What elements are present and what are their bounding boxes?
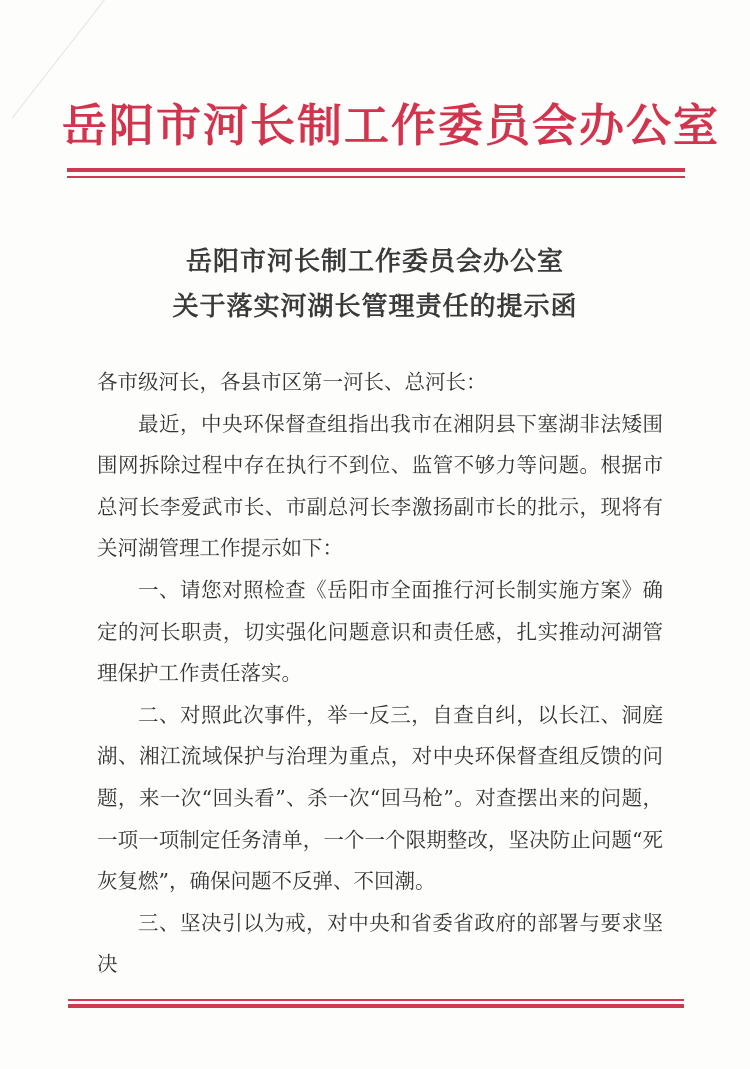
footer-rule-thin — [68, 999, 684, 1001]
document-body — [97, 362, 663, 986]
letterhead-rule-thick — [67, 168, 685, 172]
document-title-line-2: 关于落实河湖长管理责任的提示函 — [172, 292, 578, 322]
body-paragraph-item-2: 二、对照此次事件，举一反三，自查自纠，以长江、洞庭湖、湘江流域保护与治理为重点，对中央环保督查组反馈的问题，来一次“回头看”、杀一次“回马枪”。对查摆出来的问题，一项一项制定任务清单，一个一个限期整改，坚决防止问题“死灰复燃”，确保问题不反弹、不回潮。 — [97, 702, 663, 894]
document-title-line-1: 岳阳市河长制工作委员会办公室 — [185, 247, 564, 277]
letterhead-org-name: 岳阳市河长制工作委员会办公室 — [62, 99, 721, 152]
footer-rule-thick — [68, 1004, 684, 1008]
body-paragraph-intro: 最近，中央环保督查组指出我市在湘阴县下塞湖非法矮围围网拆除过程中存在执行不到位、监管不够力等问题。根据市总河长李爱武市长、市副总河长李激扬副市长的批示，现将有关河湖管理工作提示如下： — [97, 411, 663, 561]
letterhead-rule-thin — [67, 176, 685, 178]
body-paragraph-item-3: 三、坚决引以为戒，对中央和省委省政府的部署与要求坚决 — [97, 910, 663, 977]
body-paragraph-item-1: 一、请您对照检查《岳阳市全面推行河长制实施方案》确定的河长职责，切实强化问题意识和责任感，扎实推动河湖管理保护工作责任落实。 — [97, 577, 663, 686]
salutation: 各市级河长，各县市区第一河长、总河长： — [97, 370, 487, 394]
